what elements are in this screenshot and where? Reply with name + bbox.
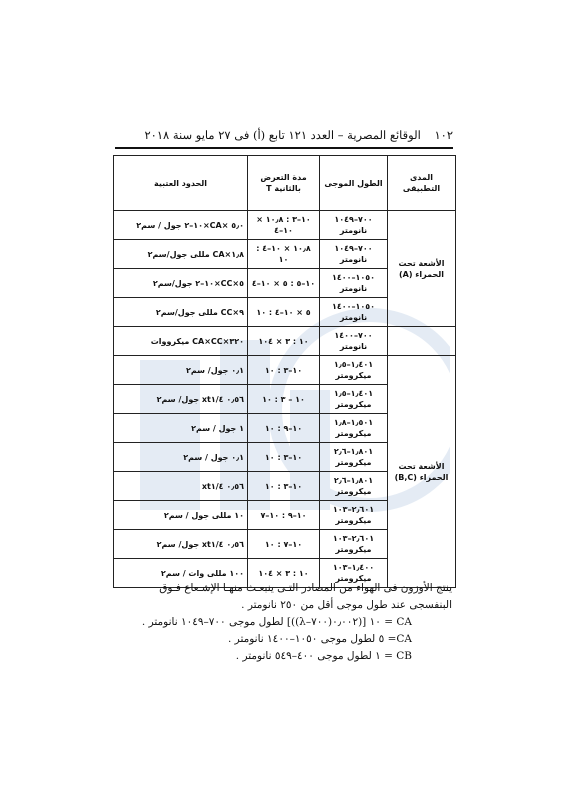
limit-cell: ٠٫١ جول/ سم٢ [114,356,248,385]
wavelength-cell: ١٫٨٠١–٢٫٦ ميكرومتر [320,472,388,501]
exposure-cell: ١٠–٩ : ١٠ [248,414,320,443]
exposure-cell: ١٠–٣ : ١٠٫٨ × ١٠–٤ [248,211,320,240]
exposure-cell: ١٠–٣ : ١٠ [248,356,320,385]
wavelength-cell: ٢٫٦٠١–١٠٣ ميكرومتر [320,501,388,530]
wavelength-cell: ١٫٥٠١–١٫٨ ميكرومتر [320,414,388,443]
table-row [114,327,456,356]
wavelength-cell: ٢٫٦٠١–١٠٣ ميكرومتر [320,530,388,559]
exposure-cell: ١٠–٣ : ١٠ [248,443,320,472]
limit-cell: ١٠٠ مللى وات / سم٢ [114,559,248,588]
wavelength-cell: ١٫٤٠١–١٫٥ ميكرومتر [320,356,388,385]
notes-section [118,580,452,665]
header-title: الوقائع المصرية – العدد ١٢١ تابع (أ) فى ٢٧ مايو سنة ٢٠١٨ [144,128,421,142]
limit-cell: ٩×CC مللى جول/سم٢ [114,298,248,327]
col-header-exposure: مدة التعرض بالثانية T [248,156,320,211]
page-header [115,128,453,142]
table-header-row [114,156,456,211]
exposure-cell: ١٠ : ٣ × ١٠٤ [248,327,320,356]
wavelength-cell: ١٫٤٠١–١٫٥ ميكرومتر [320,385,388,414]
threshold-table [113,155,456,588]
header-rule [115,147,453,149]
exposure-cell: ١٠–٥ : ٥ × ١٠–٤ [248,269,320,298]
exposure-cell: ١٠ : ٣ × ١٠٤ [248,559,320,588]
range-cell-a: الأشعة تحت الحمراء (A) [388,211,456,327]
col-header-limits: الحدود العتبية [114,156,248,211]
range-cell-bc: الأشعة تحت الحمراء (B,C) [388,356,456,588]
range-cell-empty [388,327,456,356]
limit-cell: ١٫٨×CA مللى جول/سم٢ [114,240,248,269]
limit-cell: ٣٢٠×CA×CC ميكرووات [114,327,248,356]
table-row [114,356,456,385]
exposure-cell: ١٠ – ٣ : ١٠ [248,385,320,414]
exposure-cell: ١٠–٧ : ١٠ [248,530,320,559]
note-cb: CB = ١ لطول موجى ٤٠٠–٥٤٩ نانومتر . [235,650,412,662]
page-number: ١٠٢ [434,128,453,142]
limit-cell: ٥٫٠ ×CA×١٠–٢ جول / سم٢ [114,211,248,240]
exposure-cell: ١٠–٣ : ١٠ [248,472,320,501]
table-row [114,211,456,240]
wavelength-cell: ٧٠٠–١٠٤٩ نانومتر [320,211,388,240]
wavelength-cell: ١٠٥٠–١٤٠٠ نانومتر [320,298,388,327]
limit-cell: ٠٫٥٦ xt١/٤ جول/ سم٢ [114,385,248,414]
exposure-cell: ٥ × ١٠–٤ : ١٠ [248,298,320,327]
note-ca: CA = ١٠ [(٠٫٠٠٢(٧٠٠–λ))] لطول موجى ٧٠٠–١٠٤٩ نانومتر . [141,616,412,628]
col-header-range: المدى التطبيقى [388,156,456,211]
wavelength-cell: ١٫٤٠٠–١٠٣ ميكرومتر [320,559,388,588]
limit-cell: ٠٫٥٦ xt١/٤ جول/ سم٢ [114,530,248,559]
wavelength-cell: ١٫٨٠١–٢٫٦ ميكرومتر [320,443,388,472]
note-ozone-1: ينتج الأوزون فى الهواء من المصادر التـى ينبعـث منهـا الإشـعاع فـوق [159,582,452,594]
limit-cell: ٠٫١ جول / سم٢ [114,443,248,472]
exposure-cell: ١٠٫٨ × ١٠–٤ : ١٠ [248,240,320,269]
limit-cell: ٥×CC×١٠–٢ جول/سم٢ [114,269,248,298]
limit-cell: ١ جول / سم٢ [114,414,248,443]
wavelength-cell: ٧٠٠–١٤٠٠ نانومتر [320,327,388,356]
wavelength-cell: ١٠٥٠–١٤٠٠ نانومتر [320,269,388,298]
limit-cell: ٠٫٥٦ xt١/٤ [114,472,248,501]
wavelength-cell: ٧٠٠–١٠٤٩ نانومتر [320,240,388,269]
note-cc: CA= ٥ لطول موجى ١٠٥٠–١٤٠٠ نانومتر . [227,633,412,645]
note-ozone-2: البنفسجى عند طول موجى أقل من ٢٥٠ نانومتر . [241,599,452,611]
limit-cell: ١٠ مللى جول / سم٢ [114,501,248,530]
exposure-cell: ١٠–٩ : ١٠–٧ [248,501,320,530]
col-header-wavelength: الطول الموجى [320,156,388,211]
